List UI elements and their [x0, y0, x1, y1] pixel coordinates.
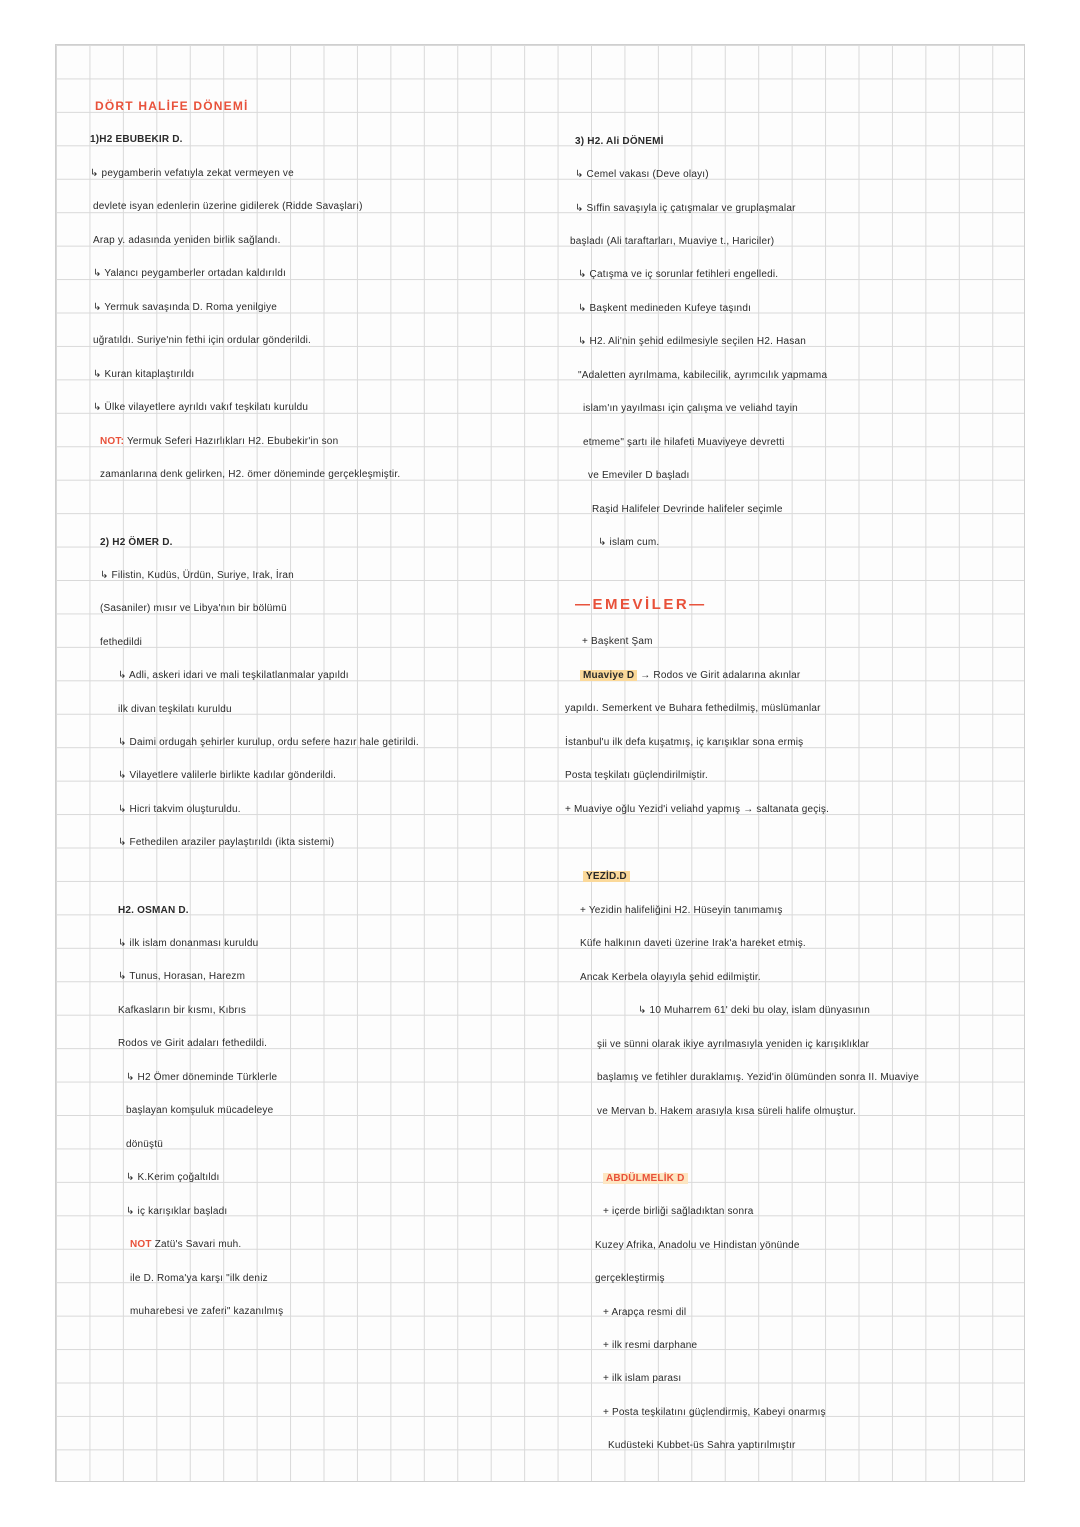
heading-ali: 3) H2. Ali DÖNEMİ: [575, 136, 664, 147]
text-line: ↳ peygamberin vefatıyla zekat vermeyen ve: [90, 168, 294, 179]
text-line: Kudüsteki Kubbet-üs Sahra yaptırılmıştır: [608, 1440, 796, 1451]
heading-abdulmelik: ABDÜLMELİK D: [603, 1173, 688, 1184]
text-line: ↳ 10 Muharrem 61' deki bu olay, islam dünyasının: [638, 1005, 871, 1016]
text-line: ↳ ilk islam donanması kuruldu: [118, 938, 259, 949]
text-line: + Arapça resmi dil: [603, 1307, 687, 1318]
text-line: Rodos ve Girit adaları fethedildi.: [118, 1038, 268, 1049]
text-line: Küfe halkının daveti üzerine Irak'a hareket etmiş.: [580, 938, 806, 949]
text-line: Ancak Kerbela olayıyla şehid edilmiştir.: [580, 972, 761, 983]
text-line: + Muaviye oğlu Yezid'i veliahd yapmış → saltanata geçiş.: [565, 804, 830, 815]
text-line: ilk divan teşkilatı kuruldu: [118, 704, 232, 715]
text-line: → Rodos ve Girit adalarına akınlar: [640, 670, 801, 681]
text-line: ↳ Fethedilen araziler paylaştırıldı (ikta sistemi): [118, 837, 335, 848]
text-line: + Başkent Şam: [582, 636, 653, 647]
text-line: devlete isyan edenlerin üzerine gidilerek (Ridde Savaşları): [93, 201, 363, 212]
page-title: DÖRT HALİFE DÖNEMİ: [95, 99, 249, 113]
text-line: dönüştü: [126, 1139, 163, 1150]
text-line: ↳ Yermuk savaşında D. Roma yenilgiye: [93, 302, 277, 313]
text-line: Posta teşkilatı güçlendirilmiştir.: [565, 770, 708, 781]
text-line: ↳ Vilayetlere valilerle birlikte kadılar gönderildi.: [118, 770, 337, 781]
text-line: yapıldı. Semerkent ve Buhara fethedilmiş, müslümanlar: [565, 703, 821, 714]
muaviye-line: [580, 669, 800, 683]
text-line: ve Emeviler D başladı: [588, 470, 690, 481]
text-line: + Yezidin halifeliğini H2. Hüseyin tanımamış: [580, 905, 783, 916]
text-line: islam'ın yayılması için çalışma ve veliahd tayin: [583, 403, 798, 414]
text-line: ↳ H2. Ali'nin şehid edilmesiyle seçilen H2. Hasan: [578, 336, 806, 347]
text-line: başlamış ve fetihler duraklamış. Yezid'in ölümünden sonra II. Muaviye: [597, 1072, 919, 1083]
text-line: ↳ Çatışma ve iç sorunlar fetihleri engelledi.: [578, 269, 779, 280]
text-line: zamanlarına denk gelirken, H2. ömer döneminde gerçekleşmiştir.: [100, 469, 401, 480]
yezid-heading-wrap: [583, 870, 630, 884]
abdulmelik-heading-wrap: [603, 1172, 688, 1186]
text-line: ↳ Cemel vakası (Deve olayı): [575, 169, 709, 180]
text-line: Kuzey Afrika, Anadolu ve Hindistan yönünde: [595, 1240, 800, 1251]
text-line: ↳ islam cum.: [598, 537, 660, 548]
text-line: + Posta teşkilatını güçlendirmiş, Kabeyi onarmış: [603, 1407, 826, 1418]
text-line: Kafkasların bir kısmı, Kıbrıs: [118, 1005, 247, 1016]
text-line: başlayan komşuluk mücadeleye: [126, 1105, 274, 1116]
text-line: + ilk resmi darphane: [603, 1340, 698, 1351]
heading-yezid: YEZİD.D: [583, 871, 630, 882]
text-line: Raşid Halifeler Devrinde halifeler seçimle: [592, 504, 783, 515]
heading-omer: 2) H2 ÖMER D.: [100, 537, 173, 548]
text-line: ↳ H2 Ömer döneminde Türklerle: [126, 1072, 278, 1083]
text-line: ↳ Filistin, Kudüs, Ürdün, Suriye, Irak, İran: [100, 570, 294, 581]
text-line: ↳ Adli, askeri idari ve mali teşkilatlanmalar yapıldı: [118, 670, 349, 681]
text-line: gerçekleştirmiş: [595, 1273, 665, 1284]
text-line: ↳ Kuran kitaplaştırıldı: [93, 369, 195, 380]
note-line: [100, 435, 338, 449]
note-line: [130, 1238, 241, 1252]
muaviye-highlight: Muaviye D: [580, 670, 637, 681]
text-line: ↳ Daimi ordugah şehirler kurulup, ordu sefere hazır hale getirildi.: [118, 737, 419, 748]
text-line: muharebesi ve zaferi" kazanılmış: [130, 1306, 284, 1317]
text-line: ↳ Yalancı peygamberler ortadan kaldırıldı: [93, 268, 286, 279]
text-line: şii ve sünni olarak ikiye ayrılmasıyla yeniden iç karışıklıklar: [597, 1039, 870, 1050]
text-line: uğratıldı. Suriye'nin fethi için ordular gönderildi.: [93, 335, 311, 346]
text-line: ile D. Roma'ya karşı "ilk deniz: [130, 1273, 268, 1284]
text-line: (Sasaniler) mısır ve Libya'nın bir bölümü: [100, 603, 287, 614]
text-line: ↳ Tunus, Horasan, Harezm: [118, 971, 246, 982]
text-line: etmeme" şartı ile hilafeti Muaviyeye devretti: [583, 437, 785, 448]
grid-paper: [55, 44, 1025, 1482]
note-label: NOT: [130, 1239, 152, 1250]
text-line: İstanbul'u ilk defa kuşatmış, iç karışıklar sona ermiş: [565, 737, 804, 748]
heading-emeviler: —EMEVİLER—: [575, 596, 707, 613]
heading-osman: H2. OSMAN D.: [118, 905, 189, 916]
text-line: ↳ Hicri takvim oluşturuldu.: [118, 804, 241, 815]
text-line: başladı (Ali taraftarları, Muaviye t., Hariciler): [570, 236, 775, 247]
note-text: Yermuk Seferi Hazırlıkları H2. Ebubekir'in son: [126, 436, 339, 447]
text-line: fethedildi: [100, 637, 143, 648]
text-line: + içerde birliği sağladıktan sonra: [603, 1206, 754, 1217]
text-line: ↳ iç karışıklar başladı: [126, 1206, 228, 1217]
text-line: ↳ Sıffin savaşıyla iç çatışmalar ve gruplaşmalar: [575, 203, 796, 214]
note-text: Zatü's Savari muh.: [154, 1239, 242, 1250]
heading-ebubekir: 1)H2 EBUBEKIR D.: [90, 134, 183, 145]
note-label: NOT:: [100, 436, 125, 447]
text-line: ↳ K.Kerim çoğaltıldı: [126, 1172, 220, 1183]
text-line: ↳ Başkent medineden Kufeye taşındı: [578, 303, 752, 314]
text-line: ve Mervan b. Hakem arasıyla kısa süreli halife olmuştur.: [597, 1106, 857, 1117]
text-line: "Adaletten ayrılmama, kabilecilik, ayrımcılık yapmama: [578, 370, 828, 381]
text-line: ↳ Ülke vilayetlere ayrıldı vakıf teşkilatı kuruldu: [93, 402, 309, 413]
text-line: + ilk islam parası: [603, 1373, 682, 1384]
text-line: Arap y. adasında yeniden birlik sağlandı.: [93, 235, 281, 246]
